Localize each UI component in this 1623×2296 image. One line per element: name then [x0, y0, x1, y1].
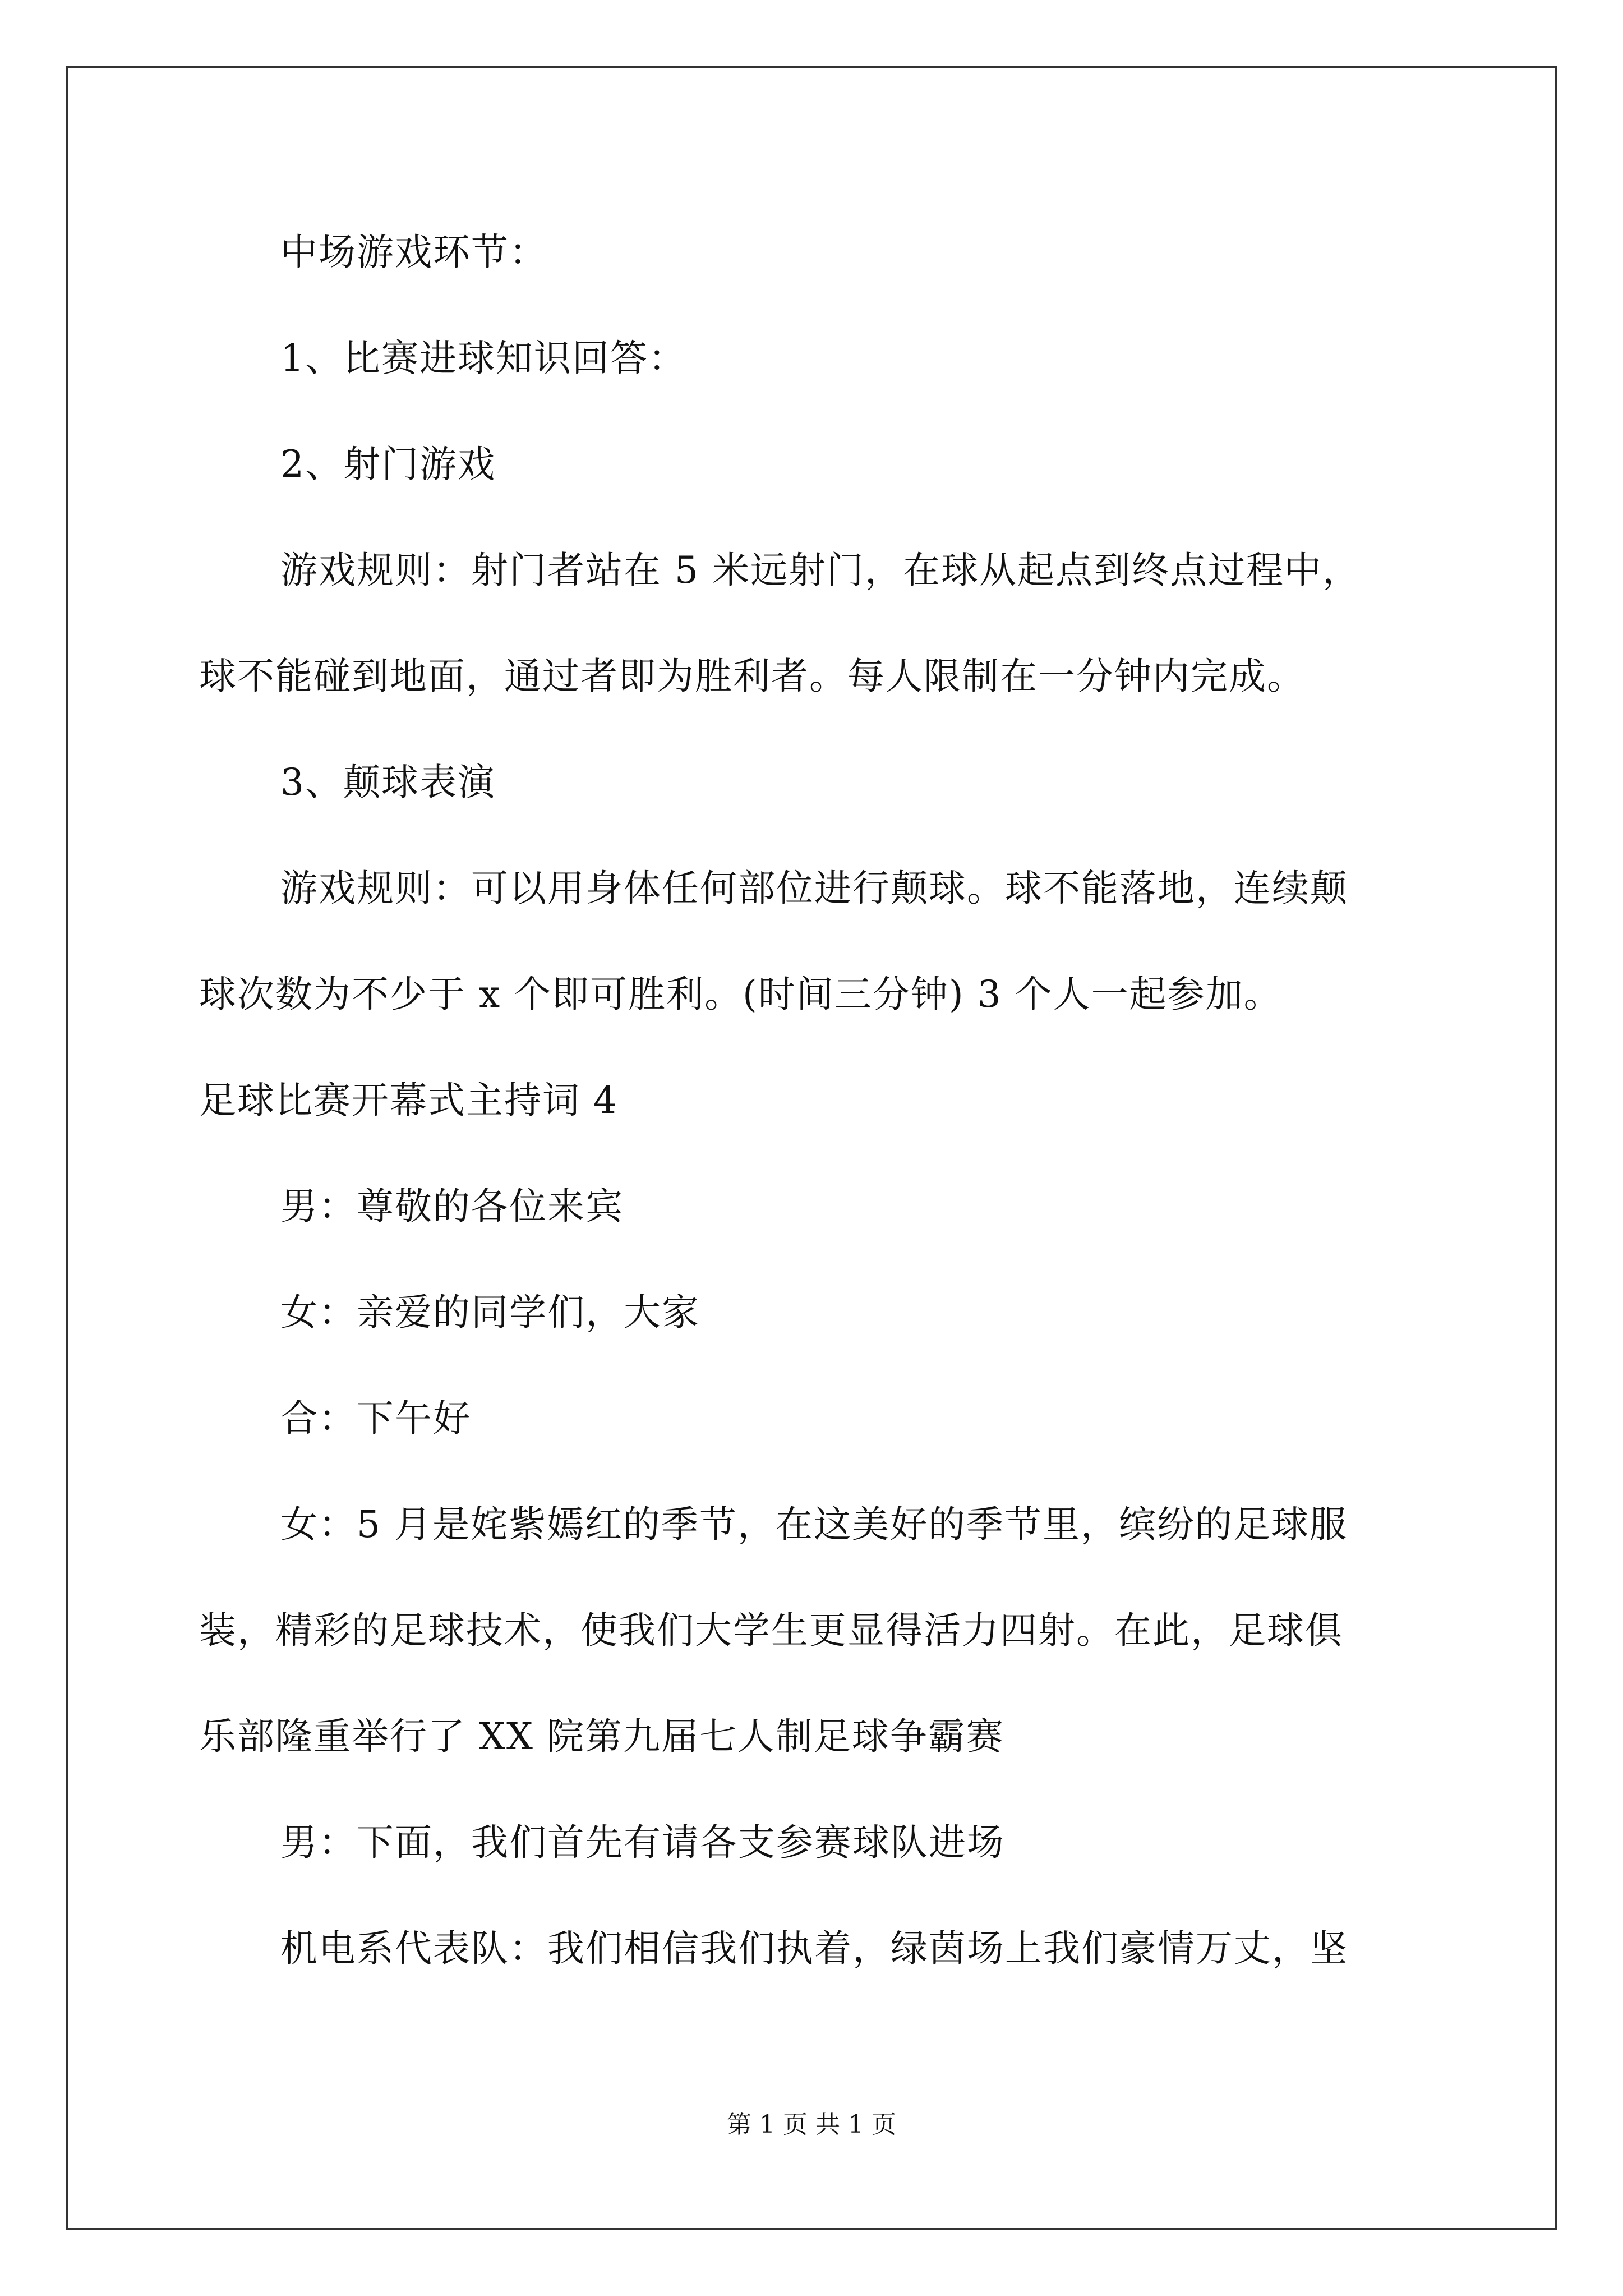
- text-line: 女：5 月是姹紫嫣红的季节，在这美好的季节里，缤纷的足球服: [280, 1503, 1348, 1546]
- page-footer: 第 1 页 共 1 页: [727, 2110, 896, 2139]
- text-line: 球不能碰到地面，通过者即为胜利者。每人限制在一分钟内完成。: [199, 655, 1305, 698]
- text-line: 游戏规则：射门者站在 5 米远射门，在球从起点到终点过程中，: [280, 549, 1361, 592]
- page-border: [66, 66, 1557, 2230]
- text-line: 中场游戏环节：: [280, 231, 547, 274]
- text-line: 游戏规则：可以用身体任何部位进行颠球。球不能落地，连续颠: [280, 867, 1348, 910]
- text-line: 1、比赛进球知识回答：: [280, 337, 686, 380]
- text-line: 球次数为不少于 x 个即可胜利。(时间三分钟) 3 个人一起参加。: [199, 973, 1282, 1016]
- text-line: 乐部隆重举行了 XX 院第九届七人制足球争霸赛: [199, 1715, 1004, 1758]
- text-line: 机电系代表队：我们相信我们执着，绿茵场上我们豪情万丈，坚: [280, 1927, 1348, 1970]
- text-line: 3、颠球表演: [280, 761, 496, 804]
- text-line: 2、射门游戏: [280, 443, 496, 486]
- text-line: 女：亲爱的同学们，大家: [280, 1291, 700, 1334]
- text-line: 装，精彩的足球技术，使我们大学生更显得活力四射。在此，足球俱: [199, 1609, 1343, 1652]
- text-line: 男：下面，我们首先有请各支参赛球队进场: [280, 1821, 1005, 1864]
- text-line: 男：尊敬的各位来宾: [280, 1185, 624, 1228]
- section-heading: 足球比赛开幕式主持词 4: [199, 1079, 618, 1122]
- text-line: 合：下午好: [280, 1397, 471, 1440]
